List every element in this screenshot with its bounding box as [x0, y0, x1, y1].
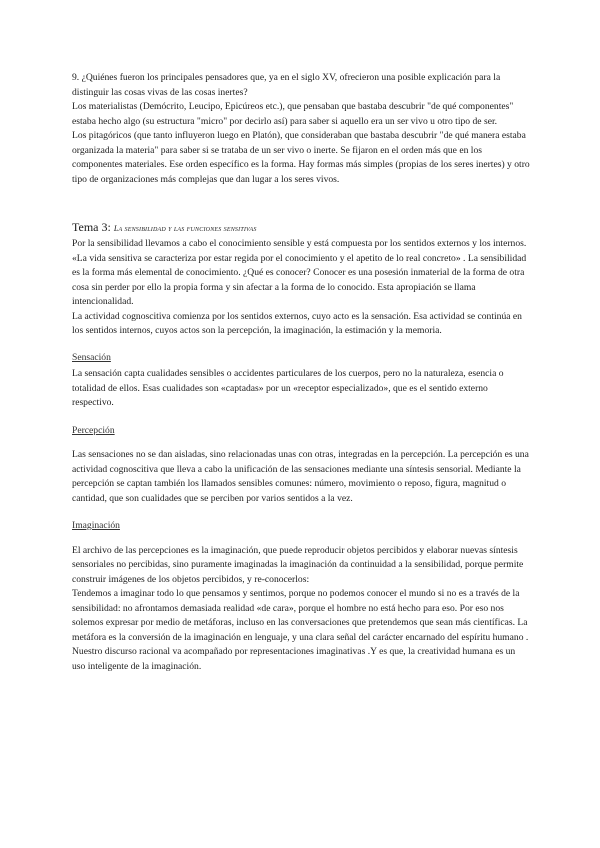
tema-3-heading: [72, 219, 530, 237]
percepcion-paragraph: Las sensaciones no se dan aisladas, sino relacionadas unas con otras, integradas en la percepción. La percepción es una actividad cognoscitiva que lleva a cabo la unificación de las sensaciones mediante una síntesis sensorial. Mediante la percepción se captan también los llamados sensibles comunes: número, movimiento o reposo, figura, magnitud o cantidad, que son cualidades que se perciben por varios sentidos a la vez.: [72, 449, 529, 504]
section-title-imaginacion: Imaginación: [72, 520, 120, 531]
tema-subtitle: La sensibilidad y las funciones sensitivas: [113, 224, 257, 233]
section-title-percepcion: Percepción: [72, 424, 115, 436]
spacer: [72, 440, 530, 448]
document-page: [72, 71, 530, 674]
pitagoricos-paragraph: Los pitagóricos (que tanto influyeron luego en Platón), que consideraban que bastaba descubrir "de qué manera estaba organizada la materia" para saber si se trataba de un ser vivo o inerte. Se fijaron en el orden más que en los componentes materiales. Ese orden específico es la forma. Hay formas más simples (propias de los seres inertes) y otro tipo de organizaciones más complejas que dan lugar a los seres vivos.: [72, 130, 530, 185]
imaginacion-paragraph-1: El archivo de las percepciones es la imaginación, que puede reproducir objetos percibidos y elaborar nuevas síntesis sensoriales no percibidas, sino puramente imaginadas la imaginación da continuidad a la sensibilidad, porque permite construir imágenes de los objetos percibidos, y re-conocerlos:: [72, 544, 524, 585]
materialistas-paragraph: Los materialistas (Demócrito, Leucipo, Epicúreos etc.), que pensaban que bastaba descubrir "de qué componentes" estaba hecho algo (su estructura "micro" por decirlo así) para saber si aquello era un ser vivo u otro tipo de ser.: [72, 101, 514, 127]
question-9: 9. ¿Quiénes fueron los principales pensadores que, ya en el siglo XV, ofrecieron una posible explicación para la distinguir las cosas vivas de las cosas inertes?: [72, 72, 501, 98]
tema-intro-paragraph: Por la sensibilidad llevamos a cabo el conocimiento sensible y está compuesta por los sentidos externos y los internos. «La vida sensitiva se caracteriza por estar regida por el conocimiento y el apetito de lo real concreto» . La sensibilidad es la forma más elemental de conocimiento. ¿Qué es conocer? Conocer es una posesión inmaterial de la forma de otra cosa sin perder por ello la propia forma y sin afectar a la forma de lo conocido. Esta apropiación se llama intencionalidad.: [72, 238, 527, 307]
tema-activity-paragraph: La actividad cognoscitiva comienza por los sentidos externos, cuyo acto es la sensación. Esa actividad se continúa en los sentidos internos, cuyos actos son la percepción, la imaginación, la estimación y la memoria.: [72, 310, 522, 336]
tema-number: Tema 3:: [72, 220, 111, 234]
sensacion-paragraph: La sensación capta cualidades sensibles o accidentes particulares de los cuerpos, pero no la naturaleza, esencia o totalidad de ellos. Esas cualidades son «captadas» por un «receptor especializado», que es el sentido externo respectivo.: [72, 368, 504, 408]
spacer: [72, 536, 530, 544]
imaginacion-paragraph-2: Tendemos a imaginar todo lo que pensamos y sentimos, porque no podemos conocer el mundo si no es a través de la sensibilidad: no afrontamos demasiada realidad «de cara», porque el hombre no está hecho para eso. Por eso nos solemos expresar por medio de metáforas, incluso en las conversaciones que pretendemos que sean más científicas. La metáfora es la conversión de la imaginación en lenguaje, y una clara señal del carácter encarnado del espíritu humano . Nuestro discurso racional va acompañado por representaciones imaginativas .Y es que, la creatividad humana es un uso inteligente de la imaginación.: [72, 588, 529, 672]
section-title-sensacion: Sensación: [72, 351, 111, 363]
